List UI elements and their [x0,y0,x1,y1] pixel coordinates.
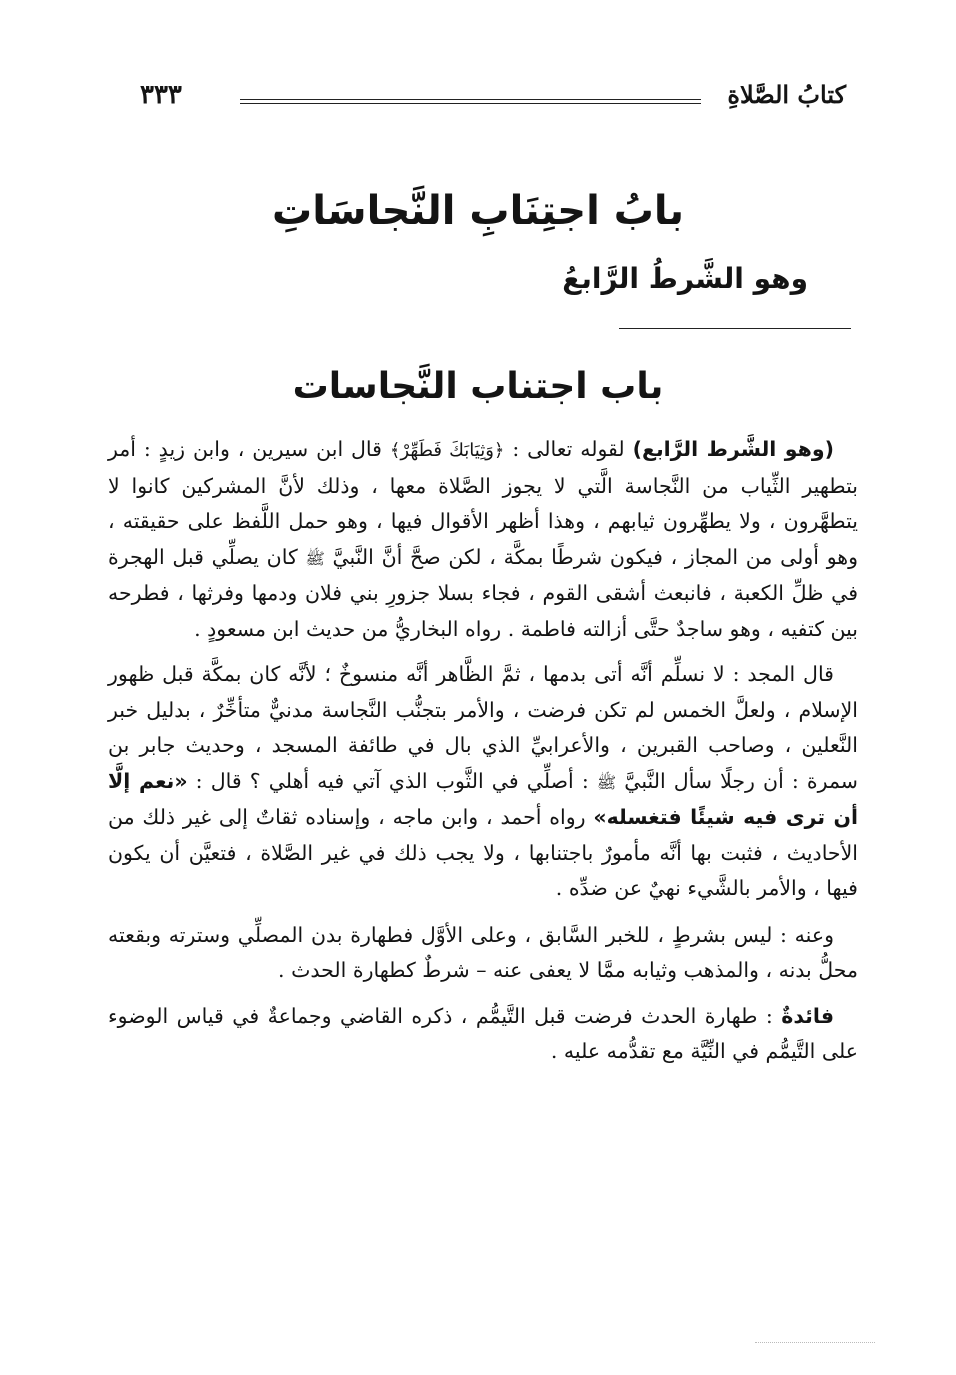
note-label: فائدةٌ [781,1003,834,1028]
paragraph-4-text: : طهارة الحدث فرضت قبل التَّيمُّم ، ذكره القاضي وجماعةٌ في قياس الوضوء على التَّيمُّم في النِّيَّة مع تقدُّمه عليه . [108,1003,858,1063]
header-rule [240,99,701,104]
salawat-glyph: ﷺ [305,548,325,568]
book-name: كتابُ الصَّلاةِ [727,80,846,109]
commentary-body [108,432,858,1070]
paragraph-1-text-c: كان يصلِّي قبل الهجرة في ظلِّ الكعبة ، فانبعث أشقى القوم ، فجاء بسلا جزورِ بني فلان ودمها وفرثها ، فطرحه بين كتفيه ، وهو ساجدٌ حتَّى أزالته فاطمة . رواه البخاريُّ من حديث ابن مسعودٍ . [108,544,858,641]
paragraph-2-text-a: قال المجد : لا نسلِّم أنَّه أتى بدمها ، ثمَّ الظَّاهر أنَّه منسوخٌ ؛ لأنَّه كان بمكَّة قبل ظهور الإسلام ، ولعلَّ الخمس لم تكن فرضت ، والأمر بتجنُّب النَّجاسة مدنيٌّ متأخِّرٌ ، بدليل خبر النَّعلين ، وصاحب القبرين ، والأعرابيِّ الذي بال في طائفة المسجد ، وحديث جابر بن سمرة : أن رجلًا سأل النَّبيَّ [108,662,858,793]
footer-marks [755,1342,875,1343]
paragraph-2-text-b: : أصلِّي في الثَّوب الذي آتي فيه أهلي ؟ قال : [187,768,597,793]
sharh-chapter-title: باب اجتناب النَّجاسات [292,366,664,407]
hadith-quote: «نعم إلَّا أن ترى فيه شيئًا فتغسله» [108,768,858,829]
matn-quote: (وهو الشَّرط الرَّابع) [632,437,834,461]
matn-chapter-subtitle: وهو الشَّرطُ الرَّابعُ [562,262,808,295]
running-header [140,80,846,120]
paragraph-1-text-b: قال ابن سيرين ، وابن زيدٍ : أمر بتطهير الثِّياب من النَّجاسة الَّتي لا يجوز الصَّلاة معها ، وذلك لأنَّ المشركين كانوا لا يتطهَّرون ، ولا يطهِّرون ثيابهم ، وهذا أظهر الأقوال فيها ، وهو حمل اللَّفظ على حقيقته ، وهو أولى من المجاز ، فيكون شرطًا بمكَّة ، لكن صحَّ أنَّ النَّبيَّ [108,437,859,569]
paragraph-3 [108,918,858,989]
paragraph-4 [108,999,858,1070]
salawat-glyph: ﷺ [596,772,617,792]
matn-chapter-title: بابُ اجتِنَابِ النَّجاسَاتِ [272,188,684,234]
paragraph-2 [108,657,858,907]
paragraph-3-text: وعنه : ليس بشرطٍ ، للخبر السَّابق ، وعلى الأوَّل فطهارة بدن المصلِّي وسترته وبقعته محلُّ بدنه ، والمذهب وثيابه ممَّا لا يعفى عنه – شرطٌ كطهارة الحدث . [108,922,858,982]
paragraph-2-text-c: رواه أحمد ، وابن ماجه ، وإسناده ثقاتٌ إلى غير ذلك من الأحاديث ، فثبت بها أنَّه مأمورٌ باجتنابها ، ولا يجب ذلك في غير الصَّلاة ، فتعيَّن أن يكون فيها ، والأمر بالشَّيء نهيٌ عن ضدِّه . [108,805,858,900]
page-number: ٣٣٣ [140,80,182,110]
paragraph-1-text-a: لقوله تعالى : [504,437,633,461]
paragraph-1 [108,432,858,647]
quran-verse: ﴿وَثِيَابَكَ فَطَهِّرْ﴾ [389,440,505,461]
separator-rule [619,328,851,329]
